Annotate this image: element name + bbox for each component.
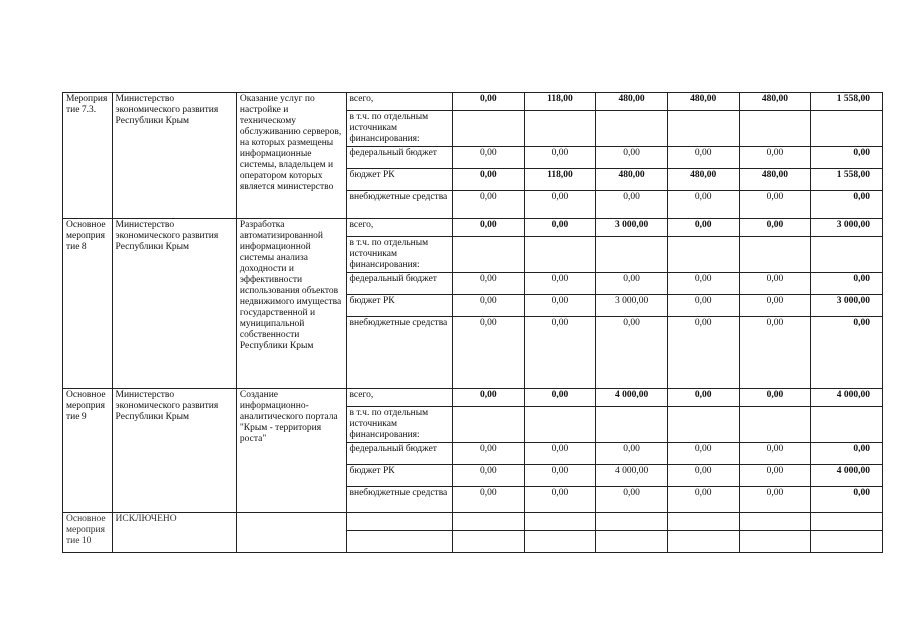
table-row (63, 93, 883, 111)
amount-cell: 0,00 (452, 93, 524, 111)
amount-cell: 0,00 (811, 191, 883, 219)
funding-source-label: в т.ч. по отдельным источникам финансирования: (346, 407, 452, 443)
amount-cell: 4 000,00 (811, 389, 883, 407)
amount-cell: 0,00 (667, 219, 739, 237)
amount-cell (739, 531, 811, 553)
amount-cell: 0,00 (739, 295, 811, 317)
amount-cell: 0,00 (739, 191, 811, 219)
amount-cell: 0,00 (739, 147, 811, 169)
amount-cell (452, 111, 524, 147)
amount-cell: 0,00 (452, 295, 524, 317)
amount-cell (596, 237, 668, 273)
amount-cell (667, 237, 739, 273)
amount-cell (596, 513, 668, 531)
amount-cell: 0,00 (667, 465, 739, 487)
amount-cell: 0,00 (524, 487, 596, 513)
table-row (63, 219, 883, 237)
executor-cell: Министерство экономического развития Республики Крым (112, 389, 236, 513)
amount-cell: 0,00 (739, 487, 811, 513)
funding-source-label: всего, (346, 219, 452, 237)
amount-cell: 4 000,00 (596, 465, 668, 487)
amount-cell: 118,00 (524, 169, 596, 191)
funding-table-body (63, 93, 883, 553)
amount-cell: 0,00 (667, 317, 739, 389)
description-cell (236, 513, 346, 553)
amount-cell (667, 111, 739, 147)
amount-cell: 4 000,00 (596, 389, 668, 407)
amount-cell (811, 111, 883, 147)
funding-source-label: в т.ч. по отдельным источникам финансирования: (346, 237, 452, 273)
amount-cell: 0,00 (667, 295, 739, 317)
amount-cell (524, 111, 596, 147)
amount-cell: 0,00 (524, 389, 596, 407)
funding-source-label: внебюджетные средства (346, 317, 452, 389)
amount-cell: 0,00 (452, 443, 524, 465)
amount-cell (596, 531, 668, 553)
amount-cell: 0,00 (452, 191, 524, 219)
amount-cell: 0,00 (596, 317, 668, 389)
amount-cell: 0,00 (452, 465, 524, 487)
amount-cell: 0,00 (739, 443, 811, 465)
amount-cell: 1 558,00 (811, 93, 883, 111)
amount-cell (452, 237, 524, 273)
amount-cell: 0,00 (524, 147, 596, 169)
amount-cell: 480,00 (596, 169, 668, 191)
amount-cell: 0,00 (739, 317, 811, 389)
amount-cell: 0,00 (596, 147, 668, 169)
amount-cell: 480,00 (596, 93, 668, 111)
amount-cell: 4 000,00 (811, 465, 883, 487)
amount-cell (739, 111, 811, 147)
amount-cell: 0,00 (452, 169, 524, 191)
amount-cell: 0,00 (667, 273, 739, 295)
amount-cell: 0,00 (452, 487, 524, 513)
amount-cell (739, 513, 811, 531)
amount-cell: 0,00 (452, 219, 524, 237)
funding-source-label: федеральный бюджет (346, 443, 452, 465)
amount-cell: 0,00 (811, 147, 883, 169)
funding-source-label: в т.ч. по отдельным источникам финансирования: (346, 111, 452, 147)
amount-cell: 0,00 (739, 389, 811, 407)
funding-source-label: всего, (346, 93, 452, 111)
amount-cell: 0,00 (524, 219, 596, 237)
amount-cell: 0,00 (739, 465, 811, 487)
amount-cell: 0,00 (667, 389, 739, 407)
amount-cell: 0,00 (667, 487, 739, 513)
description-cell: Разработка автоматизированной информационной системы анализа доходности и эффективности использования объектов недвижимого имущества государственной и муниципальной собственности Республики Крым (236, 219, 346, 389)
amount-cell (452, 531, 524, 553)
funding-source-label: федеральный бюджет (346, 273, 452, 295)
amount-cell: 118,00 (524, 93, 596, 111)
amount-cell: 0,00 (667, 147, 739, 169)
amount-cell: 0,00 (811, 317, 883, 389)
executor-cell: ИСКЛЮЧЕНО (112, 513, 236, 553)
amount-cell: 480,00 (667, 93, 739, 111)
amount-cell (524, 237, 596, 273)
amount-cell: 1 558,00 (811, 169, 883, 191)
executor-cell: Министерство экономического развития Республики Крым (112, 219, 236, 389)
amount-cell: 3 000,00 (596, 295, 668, 317)
amount-cell (811, 407, 883, 443)
funding-source-label (346, 531, 452, 553)
amount-cell (739, 237, 811, 273)
event-number-cell: Основное мероприятие 9 (63, 389, 113, 513)
amount-cell: 0,00 (739, 219, 811, 237)
amount-cell: 0,00 (524, 443, 596, 465)
amount-cell: 0,00 (811, 443, 883, 465)
amount-cell: 0,00 (811, 273, 883, 295)
amount-cell: 0,00 (596, 273, 668, 295)
amount-cell: 3 000,00 (596, 219, 668, 237)
funding-source-label: всего, (346, 389, 452, 407)
amount-cell: 0,00 (596, 191, 668, 219)
amount-cell (667, 407, 739, 443)
amount-cell: 0,00 (596, 487, 668, 513)
amount-cell (452, 513, 524, 531)
funding-source-label: бюджет РК (346, 169, 452, 191)
amount-cell: 0,00 (524, 273, 596, 295)
amount-cell (452, 407, 524, 443)
event-number-cell: Мероприятие 7.3. (63, 93, 113, 219)
amount-cell (524, 513, 596, 531)
amount-cell: 0,00 (667, 443, 739, 465)
event-number-cell: Основное мероприятие 8 (63, 219, 113, 389)
funding-source-label: бюджет РК (346, 295, 452, 317)
amount-cell: 0,00 (667, 191, 739, 219)
amount-cell: 0,00 (739, 273, 811, 295)
funding-source-label (346, 513, 452, 531)
amount-cell: 0,00 (452, 147, 524, 169)
amount-cell: 3 000,00 (811, 219, 883, 237)
funding-source-label: внебюджетные средства (346, 487, 452, 513)
amount-cell: 480,00 (739, 169, 811, 191)
amount-cell: 0,00 (524, 295, 596, 317)
amount-cell: 0,00 (524, 465, 596, 487)
description-cell: Оказание услуг по настройке и техническому обслуживанию серверов, на которых размещены информационные системы, владельцем и оператором которых является министерство (236, 93, 346, 219)
amount-cell (524, 531, 596, 553)
amount-cell (596, 111, 668, 147)
amount-cell (667, 513, 739, 531)
amount-cell: 3 000,00 (811, 295, 883, 317)
amount-cell (739, 407, 811, 443)
amount-cell: 0,00 (524, 191, 596, 219)
event-number-cell: Основное мероприятие 10 (63, 513, 113, 553)
amount-cell: 0,00 (452, 273, 524, 295)
description-cell: Создание информационно-аналитического портала "Крым - территория роста" (236, 389, 346, 513)
funding-source-label: внебюджетные средства (346, 191, 452, 219)
amount-cell: 0,00 (811, 487, 883, 513)
amount-cell (667, 531, 739, 553)
amount-cell (811, 513, 883, 531)
amount-cell (811, 531, 883, 553)
amount-cell (811, 237, 883, 273)
amount-cell: 0,00 (524, 317, 596, 389)
table-row (63, 389, 883, 407)
funding-source-label: федеральный бюджет (346, 147, 452, 169)
amount-cell: 0,00 (596, 443, 668, 465)
amount-cell: 0,00 (452, 389, 524, 407)
amount-cell: 0,00 (452, 317, 524, 389)
amount-cell (524, 407, 596, 443)
funding-table (62, 92, 883, 553)
funding-source-label: бюджет РК (346, 465, 452, 487)
amount-cell: 480,00 (667, 169, 739, 191)
amount-cell (596, 407, 668, 443)
table-row (63, 513, 883, 531)
executor-cell: Министерство экономического развития Республики Крым (112, 93, 236, 219)
amount-cell: 480,00 (739, 93, 811, 111)
